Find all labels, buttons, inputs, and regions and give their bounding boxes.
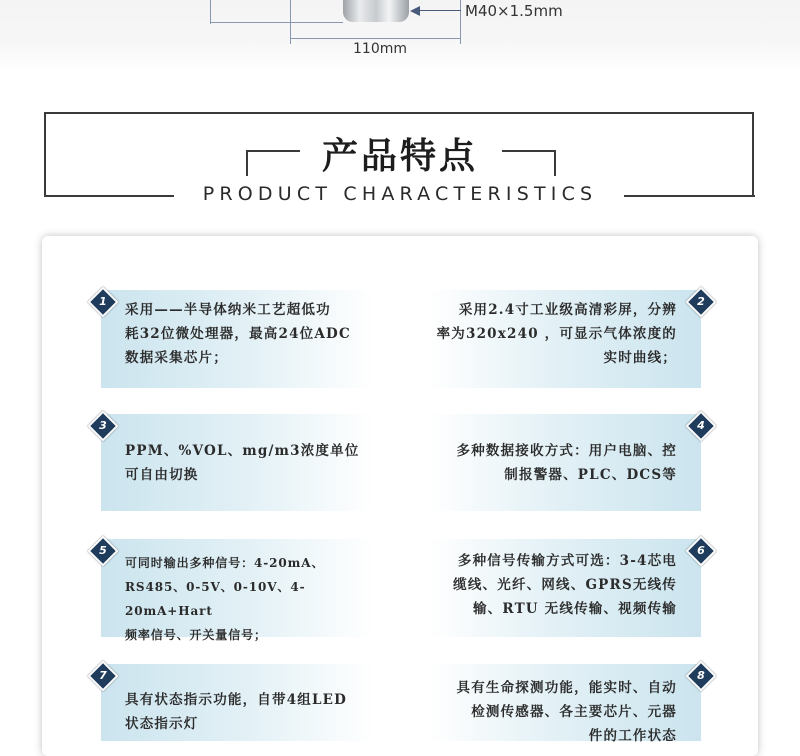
feature-line: 频率信号、开关量信号；: [125, 628, 267, 642]
feature-item: [428, 414, 701, 511]
feature-line: 多种数据接收方式：用户电脑、控: [456, 443, 677, 459]
title-bracket-left: [246, 150, 300, 176]
feature-line: PPM、%VOL、mg/m3浓度单位: [125, 443, 360, 459]
feature-line: 实时曲线；: [603, 350, 677, 366]
feature-item: [101, 539, 374, 642]
feature-number-badge: 7: [87, 660, 118, 691]
section-title-cn: 产品特点: [321, 136, 478, 177]
feature-line: 率为320x240 ，可显示气体浓度的: [436, 326, 677, 342]
sensor-thread-image: [343, 0, 409, 22]
feature-line: 件的工作状态: [588, 728, 677, 744]
feature-line: 采用——半导体纳米工艺超低功: [125, 302, 331, 318]
thread-size-label: M40×1.5mm: [465, 2, 563, 20]
title-frame-bottom-left: [44, 195, 174, 197]
feature-line: 可同时输出多种信号：4-20mA、: [125, 556, 325, 570]
feature-line: 耗32位微处理器，最高24位ADC: [125, 326, 351, 342]
dimension-line-left: [210, 0, 211, 24]
title-bracket-right: [502, 150, 556, 176]
feature-number-badge: 8: [685, 660, 716, 691]
feature-line: 数据采集芯片；: [125, 350, 228, 366]
feature-item: [428, 290, 701, 388]
feature-number-badge: 1: [87, 286, 118, 317]
feature-item: [428, 539, 701, 637]
feature-item: [428, 664, 701, 744]
thread-arrow-line: [415, 10, 461, 11]
section-title-en: PRODUCT CHARACTERISTICS: [202, 183, 598, 205]
feature-number-badge: 5: [87, 535, 118, 566]
feature-line: 采用2.4寸工业级高清彩屏，分辨: [458, 302, 677, 318]
feature-line: 多种信号传输方式可选：3-4芯电: [457, 553, 677, 569]
feature-number-badge: 3: [87, 410, 118, 441]
feature-line: 检测传感器、各主要芯片、元器: [471, 704, 677, 720]
feature-item: [101, 414, 374, 511]
feature-line: 制报警器、PLC、DCS等: [504, 467, 677, 483]
feature-line: RS485、0-5V、0-10V、4-20mA+Hart: [125, 580, 306, 618]
feature-number-badge: 2: [685, 286, 716, 317]
feature-number-badge: 6: [685, 535, 716, 566]
dimension-line-bottom: [210, 22, 343, 23]
dimension-line-length: [290, 38, 461, 39]
feature-line: 输、RTU 无线传输、视频传输: [472, 601, 677, 617]
feature-line: 缆线、光纤、网线、GPRS无线传: [453, 577, 677, 593]
feature-line: 状态指示灯: [125, 716, 199, 732]
thread-arrow-icon: [410, 6, 420, 16]
feature-item: [101, 290, 374, 388]
title-frame-bottom-right: [624, 195, 755, 197]
feature-line: 具有状态指示功能，自带4组LED: [125, 692, 348, 708]
length-label: 110mm: [353, 41, 407, 57]
feature-line: 具有生命探测功能，能实时、自动: [456, 680, 677, 696]
feature-number-badge: 4: [685, 410, 716, 441]
feature-line: 可自由切换: [125, 467, 199, 483]
feature-item: [101, 664, 374, 741]
